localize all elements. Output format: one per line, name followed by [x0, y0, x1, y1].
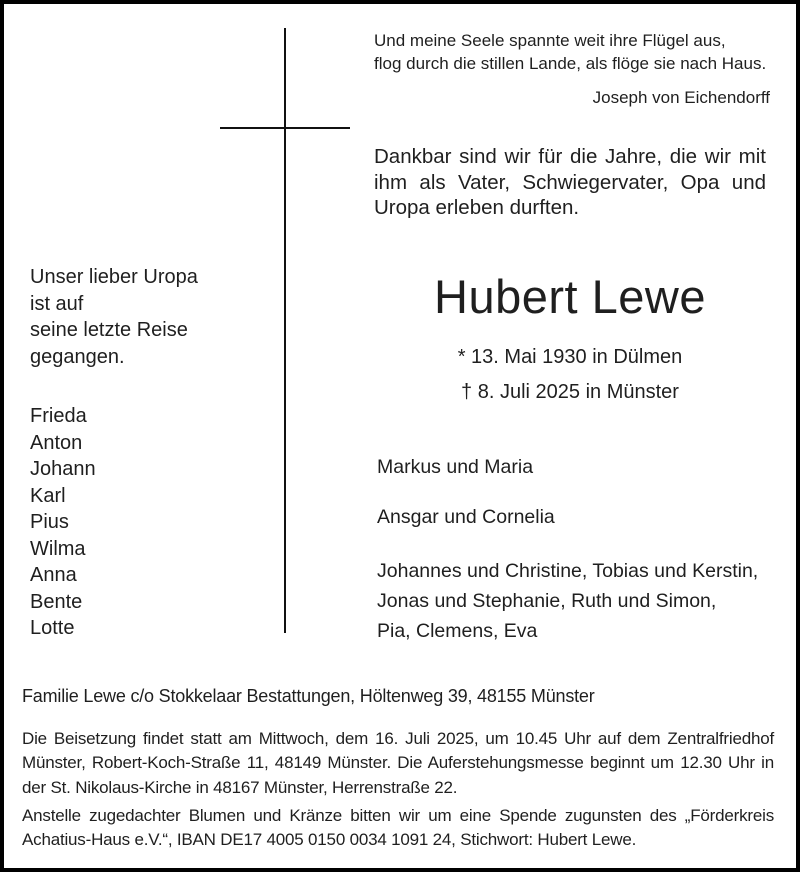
list-item: Wilma	[30, 537, 86, 560]
list-item: Johann	[30, 458, 96, 480]
mourners-line-1: Markus und Maria	[377, 456, 534, 478]
birth-date-line: * 13. Mai 1930 in Dülmen	[457, 346, 683, 368]
memorial-quote	[374, 30, 770, 110]
donation-info-paragraph: Anstelle zugedachter Blumen und Kränze bitten wir um eine Spende zugunsten des „Förderkreis Achatius-Haus e.V.“, IBAN DE17 4005 0150 0034 1091 24, Stichwort: Hubert Lewe.	[22, 806, 774, 850]
mourners-line-2: Ansgar und Cornelia	[377, 506, 555, 528]
death-date-line: † 8. Juli 2025 in Münster	[461, 381, 679, 403]
contact-address-line: Familie Lewe c/o Stokkelaar Bestattungen, Höltenweg 39, 48155 Münster	[22, 686, 595, 706]
list-item: Pius	[30, 511, 69, 533]
funeral-info-paragraph: Die Beisetzung findet statt am Mittwoch, dem 16. Juli 2025, um 10.45 Uhr auf dem Zentralfriedhof Münster, Robert-Koch-Straße 11, 48149 Münster. Die Auferstehungsmesse beginnt um 12.30 Uhr in der St. Nikolaus-Kirche in 48167 Münster, Herrenstraße 22.	[22, 729, 774, 797]
quote-line-1: Und meine Seele spannte weit ihre Flügel aus,	[374, 31, 726, 50]
list-item: Karl	[30, 484, 66, 507]
mourners-block-line-3: Pia, Clemens, Eva	[377, 620, 538, 642]
intro-line-1: Unser lieber Uropa	[30, 266, 198, 288]
quote-line-2: flog durch die stillen Lande, als flöge sie nach Haus.	[374, 53, 767, 73]
cross-horizontal-bar	[220, 127, 350, 129]
intro-line-3: seine letzte Reise	[30, 319, 188, 342]
list-item: Lotte	[30, 617, 75, 639]
list-item: Frieda	[30, 405, 87, 427]
farewell-intro	[30, 264, 198, 371]
mourners-block-line-1: Johannes und Christine, Tobias und Kerstin,	[377, 560, 759, 582]
intro-line-2: ist auf	[30, 292, 84, 315]
gratitude-paragraph: Dankbar sind wir für die Jahre, die wir mit ihm als Vater, Schwiegervater, Opa und Uropa erleben durften.	[374, 145, 766, 219]
list-item: Anton	[30, 431, 83, 454]
cross-vertical-bar	[284, 28, 286, 633]
quote-attribution: Joseph von Eichendorff	[592, 88, 770, 107]
mourners-block-line-2: Jonas und Stephanie, Ruth und Simon,	[377, 590, 717, 612]
deceased-name: Hubert Lewe	[434, 270, 706, 323]
great-grandchildren-list	[30, 403, 96, 642]
list-item: Anna	[30, 564, 77, 586]
mourners-block	[377, 556, 777, 646]
intro-line-4: gegangen.	[30, 346, 125, 369]
list-item: Bente	[30, 590, 83, 613]
